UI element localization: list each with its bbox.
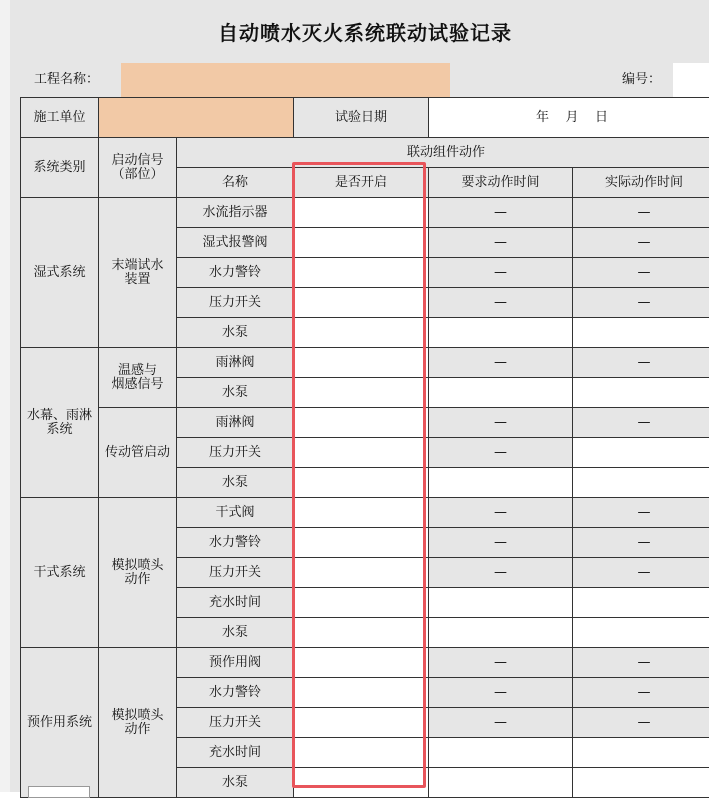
project-info-row (20, 63, 709, 97)
component-name: 充水时间 (177, 588, 294, 618)
opened-cell[interactable] (294, 228, 429, 258)
actual-time-cell: — (573, 258, 709, 288)
opened-cell[interactable] (294, 558, 429, 588)
system-cell: 干式系统 (21, 498, 99, 648)
actual-time-cell[interactable] (573, 318, 709, 348)
component-name: 压力开关 (177, 288, 294, 318)
required-time-cell[interactable] (429, 768, 573, 798)
actual-time-cell: — (573, 648, 709, 678)
signal-cell: 模拟喷头 动作 (99, 498, 177, 648)
component-name: 压力开关 (177, 438, 294, 468)
linkage-action-header: 联动组件动作 (177, 138, 709, 168)
table-row (21, 648, 709, 678)
required-time-cell: — (429, 228, 573, 258)
component-name: 水力警铃 (177, 678, 294, 708)
system-type-header: 系统类别 (21, 138, 99, 198)
test-date-field[interactable]: 年 月 日 (429, 98, 709, 138)
required-time-cell: — (429, 408, 573, 438)
signal-cell: 温感与 烟感信号 (99, 348, 177, 408)
required-time-cell: — (429, 288, 573, 318)
number-label: 编号： (622, 63, 661, 97)
opened-cell[interactable] (294, 738, 429, 768)
required-time-cell: — (429, 258, 573, 288)
opened-cell[interactable] (294, 348, 429, 378)
table-row (21, 348, 709, 378)
linkage-test-table (20, 97, 709, 798)
actual-time-cell[interactable] (573, 438, 709, 468)
actual-time-cell[interactable] (573, 768, 709, 798)
component-name: 水力警铃 (177, 258, 294, 288)
component-name: 压力开关 (177, 708, 294, 738)
opened-cell[interactable] (294, 708, 429, 738)
start-signal-header: 启动信号 （部位） (99, 138, 177, 198)
opened-cell[interactable] (294, 468, 429, 498)
required-time-cell: — (429, 678, 573, 708)
opened-cell[interactable] (294, 618, 429, 648)
sheet-tab[interactable] (28, 786, 90, 798)
opened-cell[interactable] (294, 498, 429, 528)
actual-time-cell: — (573, 348, 709, 378)
opened-cell[interactable] (294, 648, 429, 678)
header-row-1 (21, 138, 709, 168)
required-time-header: 要求动作时间 (429, 168, 573, 198)
actual-time-cell: — (573, 558, 709, 588)
actual-time-cell[interactable] (573, 378, 709, 408)
actual-time-cell: — (573, 288, 709, 318)
builder-row (21, 98, 709, 138)
builder-field[interactable] (99, 98, 294, 138)
component-name: 湿式报警阀 (177, 228, 294, 258)
required-time-cell[interactable] (429, 618, 573, 648)
component-name: 压力开关 (177, 558, 294, 588)
opened-cell[interactable] (294, 588, 429, 618)
system-cell: 湿式系统 (21, 198, 99, 348)
actual-time-cell[interactable] (573, 618, 709, 648)
component-name: 雨淋阀 (177, 348, 294, 378)
component-name: 水力警铃 (177, 528, 294, 558)
component-name: 水泵 (177, 618, 294, 648)
component-name: 充水时间 (177, 738, 294, 768)
actual-time-cell: — (573, 408, 709, 438)
required-time-cell: — (429, 528, 573, 558)
project-name-label: 工程名称： (34, 63, 99, 97)
opened-cell[interactable] (294, 678, 429, 708)
name-header: 名称 (177, 168, 294, 198)
required-time-cell: — (429, 438, 573, 468)
system-cell: 水幕、雨淋 系统 (21, 348, 99, 498)
required-time-cell[interactable] (429, 468, 573, 498)
component-name: 干式阀 (177, 498, 294, 528)
project-name-field[interactable] (121, 63, 450, 97)
component-name: 水泵 (177, 768, 294, 798)
required-time-cell[interactable] (429, 738, 573, 768)
required-time-cell: — (429, 348, 573, 378)
required-time-cell: — (429, 558, 573, 588)
component-name: 预作用阀 (177, 648, 294, 678)
opened-cell[interactable] (294, 768, 429, 798)
opened-cell[interactable] (294, 258, 429, 288)
actual-time-cell: — (573, 228, 709, 258)
opened-cell[interactable] (294, 288, 429, 318)
component-name: 水泵 (177, 318, 294, 348)
opened-cell[interactable] (294, 438, 429, 468)
actual-time-cell: — (573, 678, 709, 708)
number-field[interactable] (673, 63, 709, 97)
component-name: 水流指示器 (177, 198, 294, 228)
actual-time-cell: — (573, 708, 709, 738)
page-title: 自动喷水灭火系统联动试验记录 (20, 8, 709, 58)
component-name: 水泵 (177, 378, 294, 408)
actual-time-cell[interactable] (573, 738, 709, 768)
required-time-cell: — (429, 198, 573, 228)
test-date-label: 试验日期 (294, 98, 429, 138)
required-time-cell: — (429, 648, 573, 678)
actual-time-cell[interactable] (573, 468, 709, 498)
required-time-cell[interactable] (429, 318, 573, 348)
actual-time-cell: — (573, 198, 709, 228)
opened-header: 是否开启 (294, 168, 429, 198)
table-row (21, 408, 709, 438)
table-row (21, 498, 709, 528)
actual-time-cell: — (573, 528, 709, 558)
builder-label: 施工单位 (21, 98, 99, 138)
system-cell: 预作用系统 (21, 648, 99, 798)
required-time-cell: — (429, 708, 573, 738)
opened-cell[interactable] (294, 528, 429, 558)
table-row (21, 198, 709, 228)
required-time-cell: — (429, 498, 573, 528)
opened-cell[interactable] (294, 378, 429, 408)
component-name: 水泵 (177, 468, 294, 498)
opened-cell[interactable] (294, 318, 429, 348)
required-time-cell[interactable] (429, 378, 573, 408)
signal-cell: 传动管启动 (99, 408, 177, 498)
component-name: 雨淋阀 (177, 408, 294, 438)
signal-cell: 模拟喷头 动作 (99, 648, 177, 798)
required-time-cell[interactable] (429, 588, 573, 618)
signal-cell: 末端试水 装置 (99, 198, 177, 348)
actual-time-cell: — (573, 498, 709, 528)
actual-time-cell[interactable] (573, 588, 709, 618)
opened-cell[interactable] (294, 198, 429, 228)
opened-cell[interactable] (294, 408, 429, 438)
actual-time-header: 实际动作时间 (573, 168, 709, 198)
